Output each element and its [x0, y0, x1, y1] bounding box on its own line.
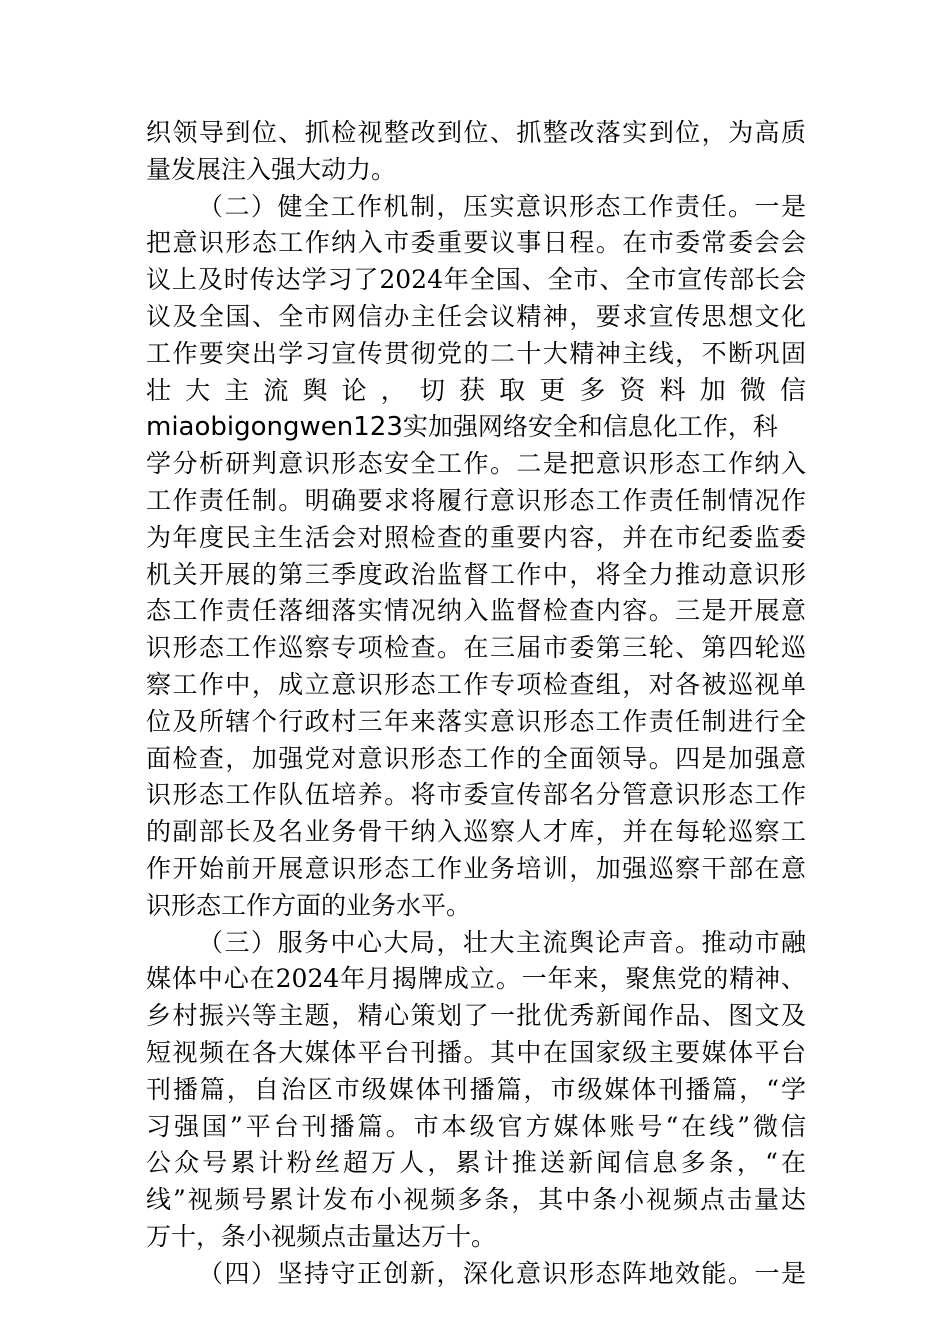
- text-line: 织领导到位、抓检视整改到位、抓整改落实到位，为高质: [146, 118, 806, 147]
- text-line-with-watermark: [146, 409, 806, 446]
- text-line: 面检查，加强党对意识形态工作的全面领导。四是加强意: [146, 743, 806, 773]
- text-line: 察工作中，成立意识形态工作专项检查组，对各被巡视单: [146, 669, 806, 699]
- text-line: 作开始前开展意识形态工作业务培训，加强巡察干部在意: [146, 853, 806, 883]
- text-line: 识形态工作队伍培养。将市委宣传部名分管意识形态工作: [146, 780, 806, 810]
- section-heading-line: （四）坚持守正创新，深化意识形态阵地效能。一是: [198, 1258, 806, 1288]
- watermark-text: 获取更多资料加微信: [459, 375, 806, 406]
- text-line: 万十，条小视频点击量达万十。: [146, 1221, 497, 1251]
- text-line: 乡村振兴等主题，精心策划了一批优秀新闻作品、图文及: [146, 1001, 806, 1031]
- text-line: 量发展注入强大动力。: [146, 154, 397, 184]
- text-line: 短视频在各大媒体平台刊播。其中在国家级主要媒体平台: [146, 1037, 806, 1067]
- text-line: 议及全国、全市网信办主任会议精神，要求宣传思想文化: [146, 301, 806, 331]
- body-text: [146, 115, 806, 1293]
- text-line: 工作责任制。明确要求将履行意识形态工作责任制情况作: [146, 485, 806, 515]
- section-heading-line: （三）服务中心大局，壮大主流舆论声音。推动市融: [198, 927, 806, 957]
- section-heading-line: （二）健全工作机制，压实意识形态工作责任。一是: [198, 191, 806, 221]
- text-line: 学分析研判意识形态安全工作。二是把意识形态工作纳入: [146, 449, 806, 479]
- text-fragment: 壮大主流舆论，切: [146, 375, 459, 405]
- text-line: 习强国”平台刊播篇。市本级官方媒体账号“在线”微信: [146, 1111, 806, 1141]
- watermark-text: miaobigongwen123: [146, 412, 403, 443]
- text-line: 的副部长及名业务骨干纳入巡察人才库，并在每轮巡察工: [146, 817, 806, 847]
- text-line: 公众号累计粉丝超万人，累计推送新闻信息多条，“在: [146, 1148, 806, 1178]
- text-line: 把意识形态工作纳入市委重要议事日程。在市委常委会会: [146, 228, 806, 258]
- text-line: 识形态工作巡察专项检查。在三届市委第三轮、第四轮巡: [146, 633, 806, 663]
- text-line: 态工作责任落细落实情况纳入监督检查内容。三是开展意: [146, 596, 806, 626]
- text-line: 媒体中心在2024年月揭牌成立。一年来，聚焦党的精神、: [146, 964, 806, 994]
- text-line: 线”视频号累计发布小视频多条，其中条小视频点击量达: [146, 1185, 806, 1215]
- text-fragment: 实加强网络安全和信息化工作，科: [402, 412, 778, 442]
- text-line: 刊播篇，自治区市级媒体刊播篇，市级媒体刊播篇，“学: [146, 1074, 806, 1104]
- text-line: 工作要突出学习宣传贯彻党的二十大精神主线，不断巩固: [146, 338, 806, 368]
- text-line: 议上及时传达学习了2024年全国、全市、全市宣传部长会: [146, 265, 806, 295]
- text-line: 识形态工作方面的业务水平。: [146, 890, 472, 920]
- text-line: 位及所辖个行政村三年来落实意识形态工作责任制进行全: [146, 706, 806, 736]
- text-line: 为年度民主生活会对照检查的重要内容，并在市纪委监委: [146, 522, 806, 552]
- text-line-with-watermark: [146, 373, 806, 410]
- text-line: 机关开展的第三季度政治监督工作中，将全力推动意识形: [146, 559, 806, 589]
